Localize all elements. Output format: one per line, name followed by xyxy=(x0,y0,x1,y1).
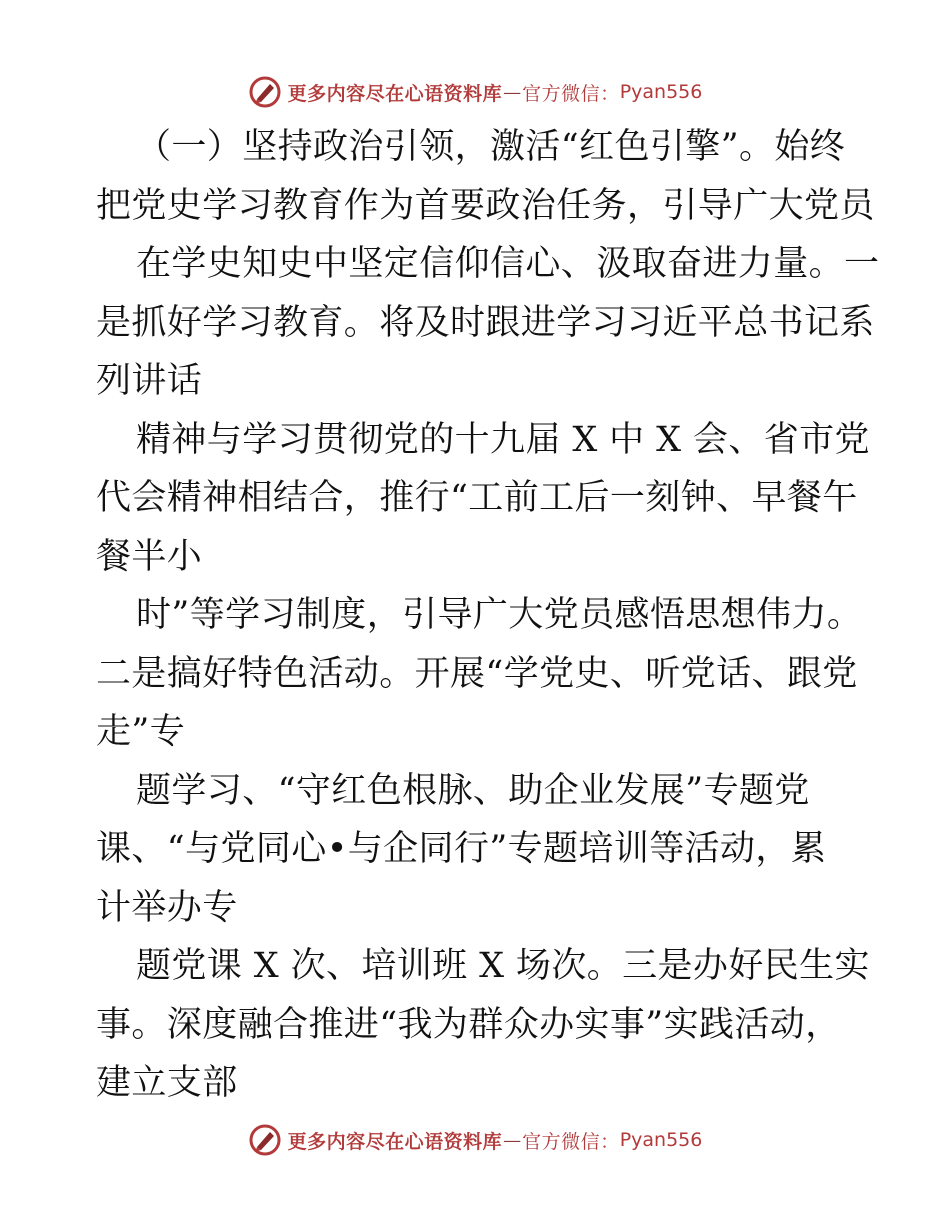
body-line: 餐半小 xyxy=(96,536,203,577)
body-line: 建立支部 xyxy=(96,1063,238,1103)
banner-sub-text: 官方微信： xyxy=(522,1130,620,1153)
body-line: 是抓好学习教育。将及时跟进学习习近平总书记系 xyxy=(96,302,875,343)
body-line: 列讲话 xyxy=(96,361,203,401)
pen-logo-icon xyxy=(248,75,282,109)
body-line: 走”专 xyxy=(96,712,186,752)
body-line: 在学史知史中坚定信仰信心、汲取奋进力量。一 xyxy=(136,244,880,284)
body-line: 事。深度融合推进“我为群众办实事”实践活动， xyxy=(96,1004,841,1045)
body-line: 题党课 X 次、培训班 X 场次。三是办好民生实 xyxy=(136,946,870,986)
body-line: 精神与学习贯彻党的十九届 X 中 X 会、省市党 xyxy=(136,419,870,460)
document-body xyxy=(96,118,880,1113)
body-line: 把党史学习教育作为首要政治任务，引导广大党员 xyxy=(96,185,875,226)
banner-dash: — xyxy=(503,81,522,103)
body-line: 二是搞好特色活动。开展“学党史、听党话、跟党 xyxy=(96,653,858,694)
banner-main-text: 更多内容尽在心语资料库 xyxy=(287,82,503,105)
banner-dash: — xyxy=(503,1129,522,1151)
footer-banner xyxy=(0,1120,950,1160)
body-line: 计举办专 xyxy=(96,887,238,928)
banner-wechat-id: Pyan556 xyxy=(619,81,703,103)
banner-sub-text: 官方微信： xyxy=(522,82,620,105)
pen-logo-icon xyxy=(248,1123,282,1157)
body-line: 时”等学习制度，引导广大党员感悟思想伟力。 xyxy=(136,595,863,635)
body-line: 代会精神相结合，推行“工前工后一刻钟、早餐午 xyxy=(96,478,858,518)
body-line: 题学习、“守红色根脉、助企业发展”专题党 xyxy=(136,770,810,811)
banner-main-text: 更多内容尽在心语资料库 xyxy=(287,1130,503,1153)
banner-wechat-id: Pyan556 xyxy=(619,1129,703,1151)
body-line: 课、“与党同心•与企同行”专题培训等活动，累 xyxy=(96,829,827,869)
body-line: （一）坚持政治引领，激活“红色引擎”。始终 xyxy=(136,127,846,167)
header-banner xyxy=(0,72,950,112)
